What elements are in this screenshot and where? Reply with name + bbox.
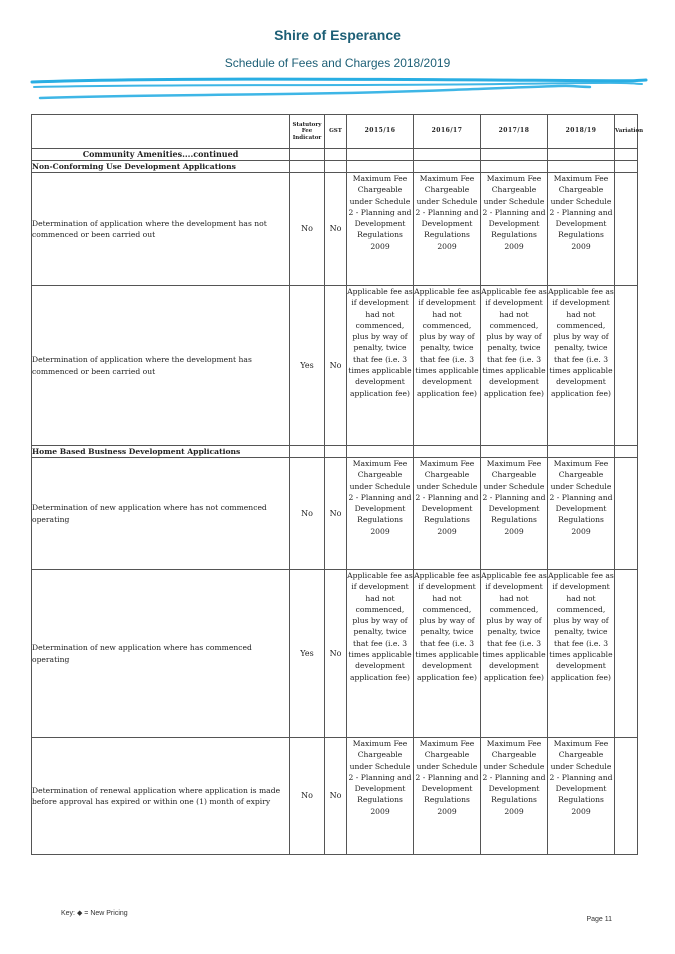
header-brush-stroke	[30, 74, 650, 104]
table-row	[32, 458, 638, 570]
row-fee-2015-16: Applicable fee as if development had not commenced, plus by way of penalty, twice that fee (i.e. 3 times applicable development application fee)	[347, 570, 414, 738]
row-fee-2018-19: Applicable fee as if development had not commenced, plus by way of penalty, twice that fee (i.e. 3 times applicable development application fee)	[548, 570, 615, 738]
row-fee-2017-18: Maximum Fee Chargeable under Schedule 2 - Planning and Development Regulations 2009	[481, 738, 548, 855]
row-fee-2017-18: Maximum Fee Chargeable under Schedule 2 - Planning and Development Regulations 2009	[481, 458, 548, 570]
row-gst: No	[325, 570, 347, 738]
group-title: Home Based Business Development Applications	[32, 446, 290, 458]
row-gst: No	[325, 738, 347, 855]
row-fee-2018-19: Maximum Fee Chargeable under Schedule 2 - Planning and Development Regulations 2009	[548, 173, 615, 286]
row-fee-2016-17: Maximum Fee Chargeable under Schedule 2 - Planning and Development Regulations 2009	[414, 173, 481, 286]
page-number: Page 11	[586, 916, 612, 923]
document-title: Shire of Esperance	[274, 27, 401, 43]
row-description: Determination of application where the development has commenced or been carried out	[32, 286, 290, 446]
row-description: Determination of new application where has not commenced operating	[32, 458, 290, 570]
row-fee-2016-17: Applicable fee as if development had not commenced, plus by way of penalty, twice that fee (i.e. 3 times applicable development application fee)	[414, 570, 481, 738]
row-description: Determination of new application where has commenced operating	[32, 570, 290, 738]
row-fee-2015-16: Maximum Fee Chargeable under Schedule 2 - Planning and Development Regulations 2009	[347, 173, 414, 286]
row-fee-2017-18: Applicable fee as if development had not commenced, plus by way of penalty, twice that fee (i.e. 3 times applicable development application fee)	[481, 286, 548, 446]
section-title: Community Amenities....continued	[32, 149, 290, 161]
row-variation	[615, 458, 638, 570]
table-row	[32, 286, 638, 446]
group-title: Non-Conforming Use Development Applications	[32, 161, 290, 173]
row-fee-2018-19: Maximum Fee Chargeable under Schedule 2 - Planning and Development Regulations 2009	[548, 458, 615, 570]
section-row	[32, 149, 638, 161]
row-fee-2015-16: Maximum Fee Chargeable under Schedule 2 - Planning and Development Regulations 2009	[347, 738, 414, 855]
header-year-4: 2018/19	[548, 115, 615, 149]
header-year-1: 2015/16	[347, 115, 414, 149]
header-year-3: 2017/18	[481, 115, 548, 149]
row-fee-2018-19: Applicable fee as if development had not commenced, plus by way of penalty, twice that fee (i.e. 3 times applicable development application fee)	[548, 286, 615, 446]
row-variation	[615, 738, 638, 855]
table-row	[32, 173, 638, 286]
row-statutory: Yes	[290, 570, 325, 738]
row-fee-2017-18: Maximum Fee Chargeable under Schedule 2 - Planning and Development Regulations 2009	[481, 173, 548, 286]
row-description: Determination of renewal application where application is made before approval has expired or within one (1) month of expiry	[32, 738, 290, 855]
table-header-row	[32, 115, 638, 149]
row-gst: No	[325, 458, 347, 570]
row-variation	[615, 570, 638, 738]
header-gst: GST	[325, 115, 347, 149]
row-fee-2016-17: Maximum Fee Chargeable under Schedule 2 - Planning and Development Regulations 2009	[414, 738, 481, 855]
row-fee-2015-16: Applicable fee as if development had not commenced, plus by way of penalty, twice that fee (i.e. 3 times applicable development application fee)	[347, 286, 414, 446]
pricing-key: Key: ◆ = New Pricing	[61, 910, 128, 917]
row-fee-2015-16: Maximum Fee Chargeable under Schedule 2 - Planning and Development Regulations 2009	[347, 458, 414, 570]
table-row	[32, 570, 638, 738]
row-gst: No	[325, 173, 347, 286]
header-variation: Variation	[615, 115, 638, 149]
row-fee-2016-17: Applicable fee as if development had not commenced, plus by way of penalty, twice that fee (i.e. 3 times applicable development application fee)	[414, 286, 481, 446]
row-fee-2017-18: Applicable fee as if development had not commenced, plus by way of penalty, twice that fee (i.e. 3 times applicable development application fee)	[481, 570, 548, 738]
row-fee-2018-19: Maximum Fee Chargeable under Schedule 2 - Planning and Development Regulations 2009	[548, 738, 615, 855]
row-variation	[615, 286, 638, 446]
row-variation	[615, 173, 638, 286]
header-statutory: Statutory Fee Indicator	[290, 115, 325, 149]
group-row	[32, 161, 638, 173]
row-statutory: No	[290, 458, 325, 570]
fees-table	[31, 114, 644, 855]
group-row	[32, 446, 638, 458]
header-year-2: 2016/17	[414, 115, 481, 149]
row-statutory: No	[290, 173, 325, 286]
table-row	[32, 738, 638, 855]
row-statutory: Yes	[290, 286, 325, 446]
row-description: Determination of application where the development has not commenced or been carried out	[32, 173, 290, 286]
row-statutory: No	[290, 738, 325, 855]
header-description	[32, 115, 290, 149]
row-fee-2016-17: Maximum Fee Chargeable under Schedule 2 - Planning and Development Regulations 2009	[414, 458, 481, 570]
document-subtitle: Schedule of Fees and Charges 2018/2019	[224, 56, 451, 70]
row-gst: No	[325, 286, 347, 446]
